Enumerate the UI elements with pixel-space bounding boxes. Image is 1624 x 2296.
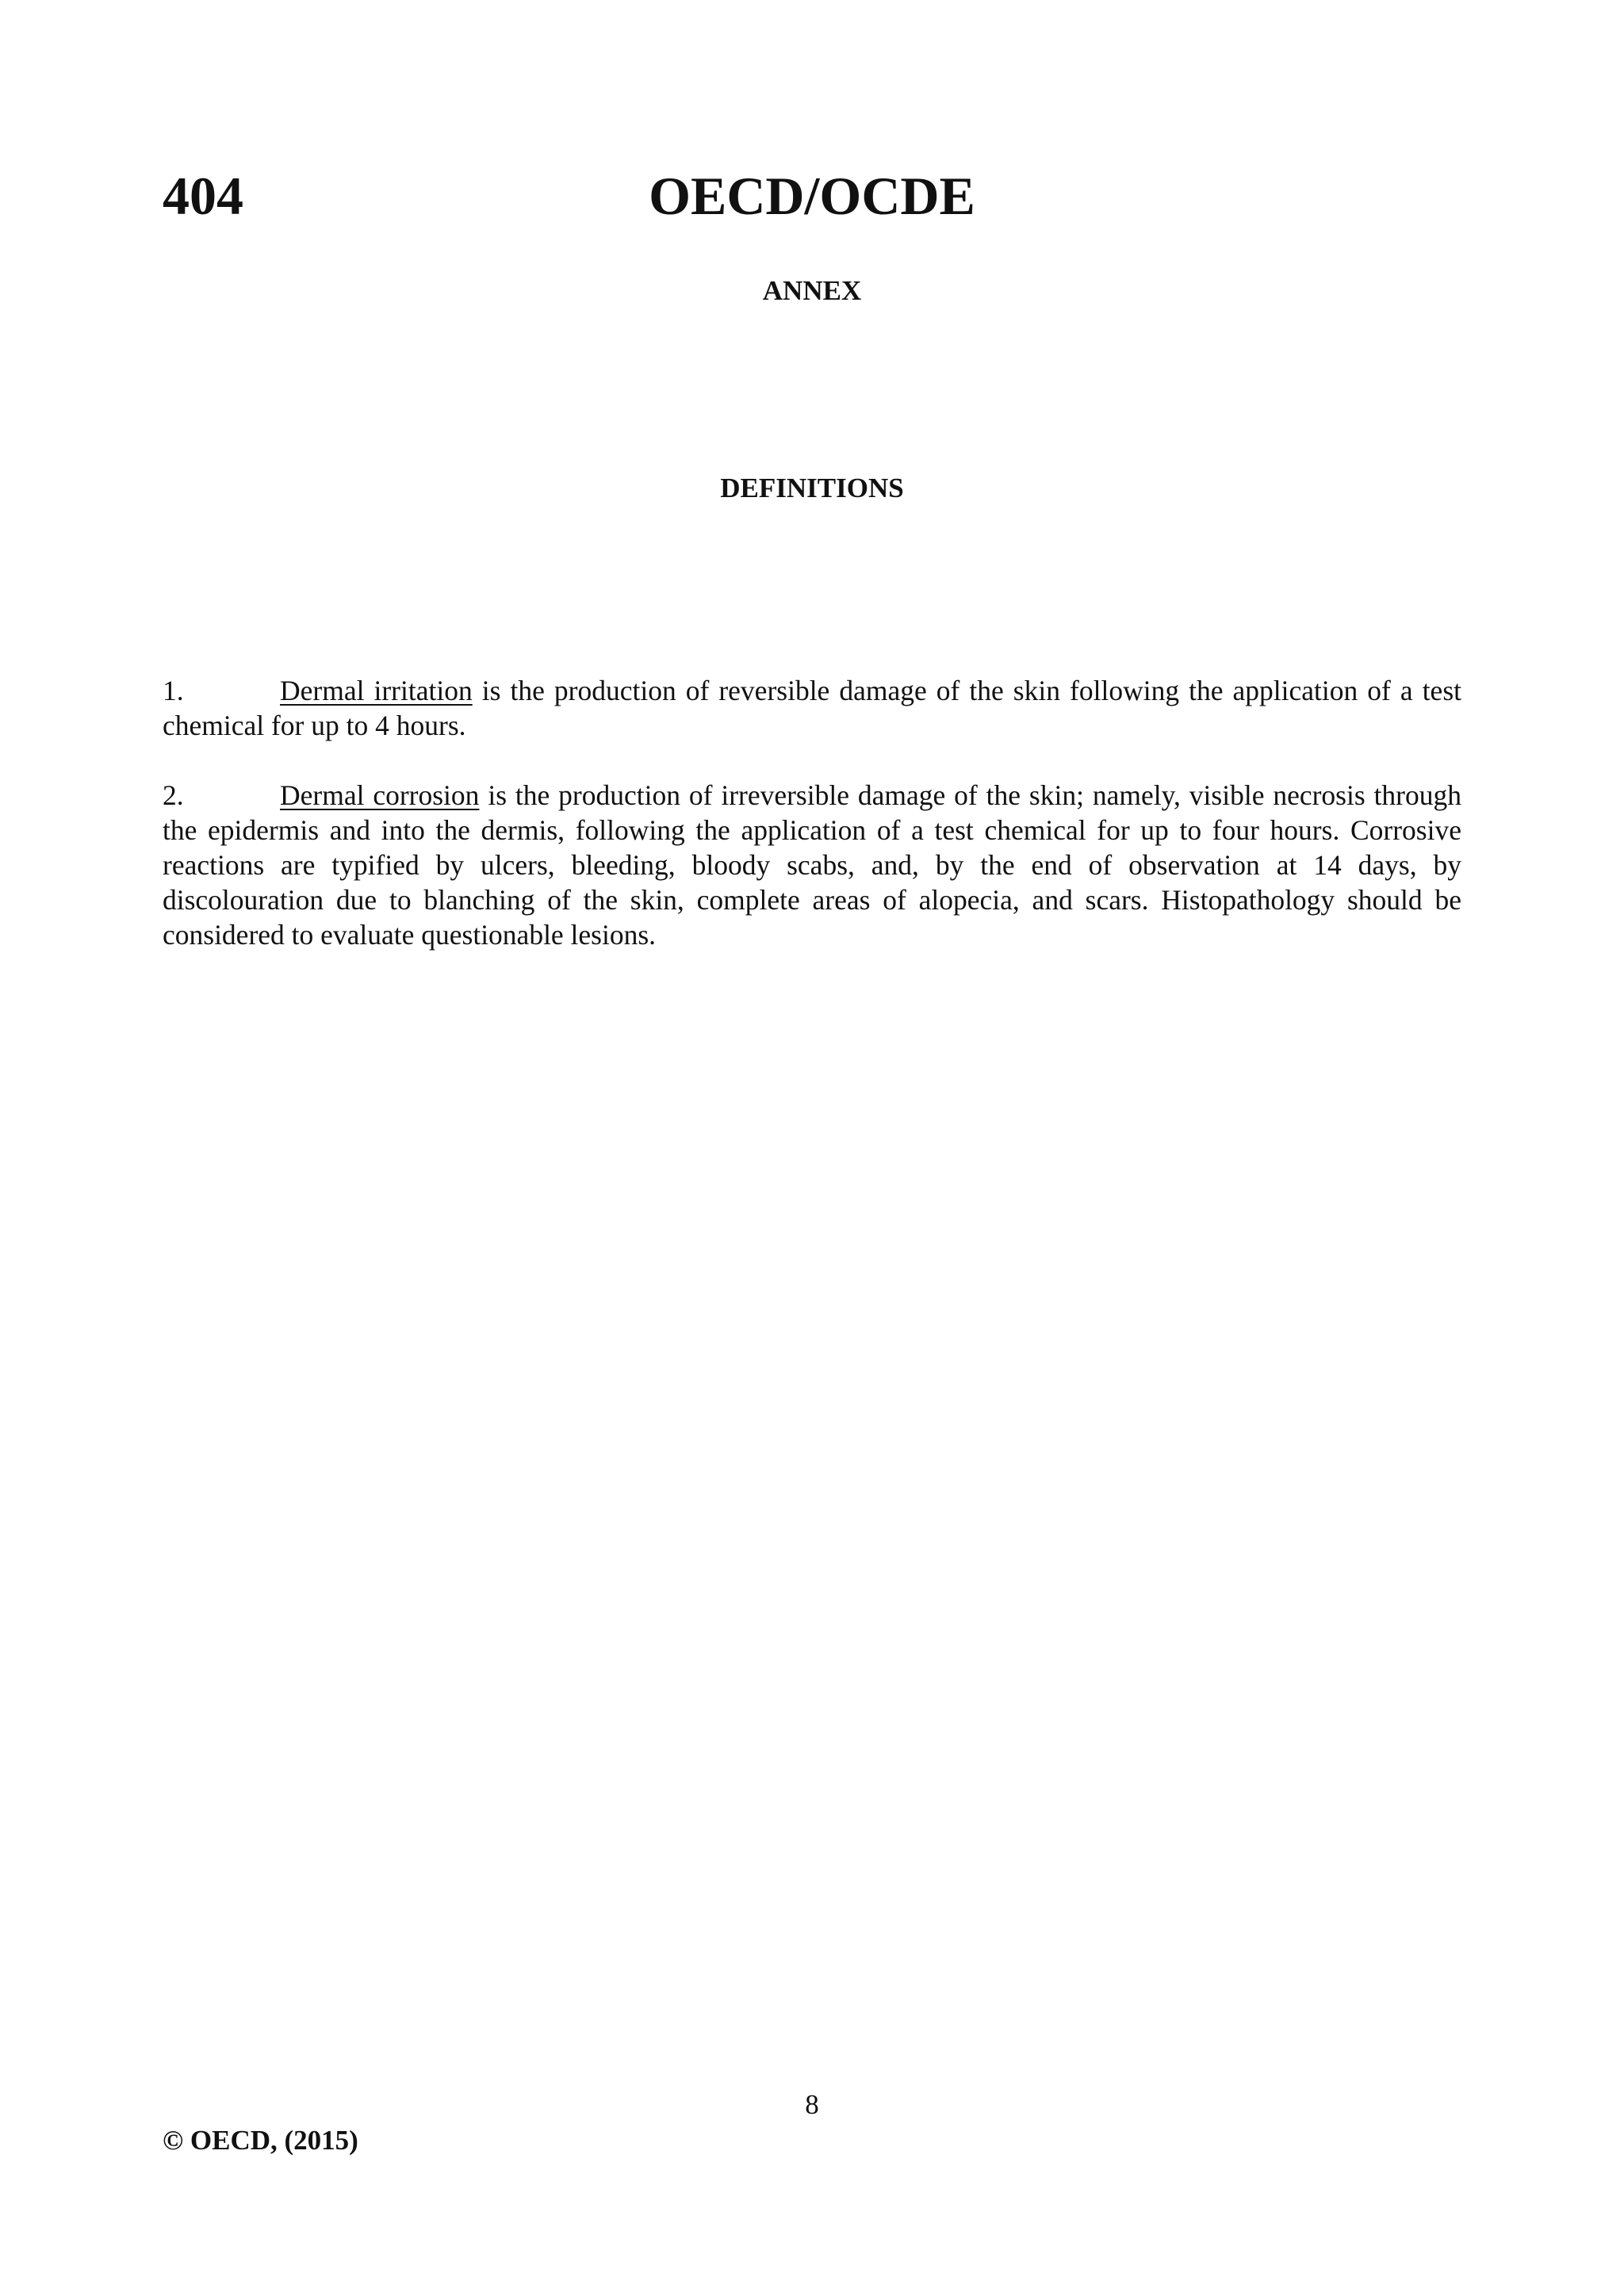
definitions-heading: DEFINITIONS <box>720 473 904 503</box>
defined-term: Dermal corrosion <box>280 779 480 811</box>
definition-text: is the production of reversible damage of the skin following the application of a test chemical for up to 4 hours. <box>163 675 1461 741</box>
annex-heading: ANNEX <box>762 275 862 306</box>
definition-paragraph-1 <box>163 673 1461 743</box>
test-guideline-number: 404 <box>163 166 243 226</box>
definitions-list <box>163 673 1461 987</box>
paragraph-number: 2. <box>163 779 184 811</box>
document-title: OECD/OCDE <box>649 166 975 226</box>
page-number: 8 <box>805 2089 819 2120</box>
copyright-notice: © OECD, (2015) <box>163 2125 358 2156</box>
definition-text: is the production of irreversible damage of the skin; namely, visible necrosis through the epidermis and into the dermis, following the application of a test chemical for up to four hours. Corrosive reactions are typified by ulcers, bleeding, bloody scabs, and, by the end of observation at 14 days, by discolouration due to blanching of the skin, complete areas of alopecia, and scars. Histopathology should be considered to evaluate questionable lesions. <box>163 779 1461 951</box>
defined-term: Dermal irritation <box>280 675 473 706</box>
definition-paragraph-2 <box>163 778 1461 952</box>
paragraph-number: 1. <box>163 675 184 706</box>
